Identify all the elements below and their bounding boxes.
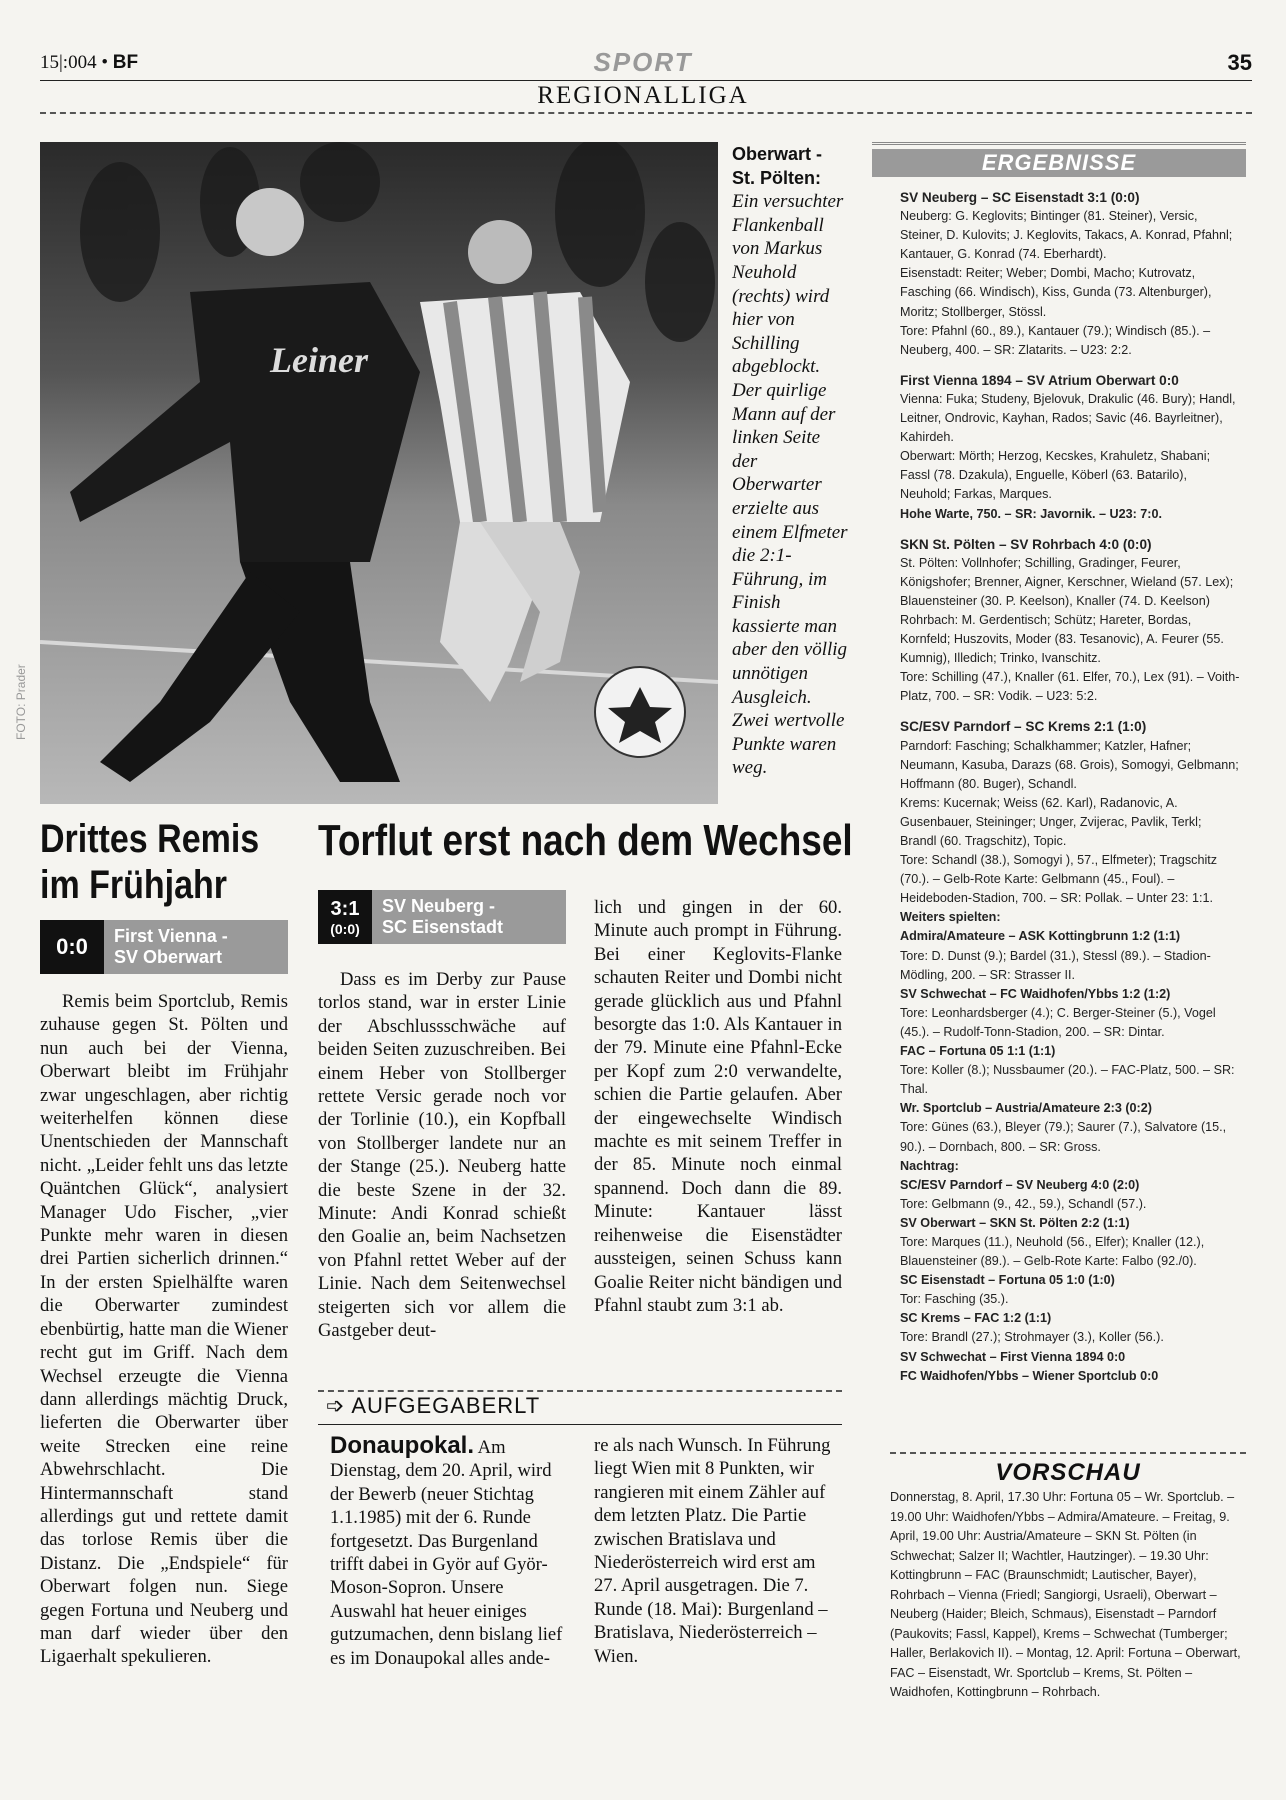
main-score <box>318 890 372 944</box>
caption-heading-line-2: St. Pölten: <box>732 167 821 188</box>
result-heading: SV Neuberg – SC Eisenstadt 3:1 (0:0) <box>900 190 1140 205</box>
left-score-value: 0:0 <box>56 934 88 959</box>
result-line: Eisenstadt: Reiter; Weber; Dombi, Macho; Kutrovatz, Fasching (66. Windisch), Kiss, Gunda (73. Altenburger), Moritz; Stollberger, Stössl. <box>900 266 1212 319</box>
aufgegaberlt-column-2: re als nach Wunsch. In Führung liegt Wien mit 8 Punkten, wir rangieren mit einem Zähler auf dem letzten Platz. Die Partie zwischen Bratislava und Niederösterreich wird erst am 27. April ausgetragen. Die 7. Runde (18. Mai): Burgenland – Bratislava, Niederösterreich – Wien. <box>594 1435 831 1667</box>
aufgegaberlt-dashed-rule <box>318 1390 842 1392</box>
results-list <box>872 188 1246 1386</box>
left-score-teams <box>104 920 228 974</box>
left-headline-line-2: im Frühjahr <box>40 863 228 907</box>
result-line: SV Schwechat – FC Waidhofen/Ybbs 1:2 (1:2) <box>900 986 1171 1001</box>
results-box <box>872 142 1246 1386</box>
issue-number: 15|:004 <box>40 52 97 73</box>
left-score-box <box>40 920 288 974</box>
result-block <box>872 535 1246 707</box>
main-article-column-1: Dass es im Derby zur Pause torlos stand, war in erster Linie der Abschlussschwäche auf beiden Seiten zuzuschreiben. Bei einem Heber von Stollberger rettete Versic gerade noch vor der Torlinie (10.), ein Kopfball von Stollberger landete nur an der Stange (25.). Neuberg hatte die beste Szene in der 32. Minute: Andi Konrad schießt den Goalie an, beim Nachsetzen von Pfahnl rettet Weber auf der Linie. Nach dem Seitenwechsel steigerten sich vor allem die Gastgeber deut- <box>318 969 566 1342</box>
paper-name: BF <box>112 52 139 73</box>
result-line: Tore: Pfahnl (60., 89.), Kantauer (79.); Windisch (85.). – Neuberg, 400. – SR: Zlatarits. – U23: 2:2. <box>900 323 1211 357</box>
results-header-wrap <box>872 142 1246 177</box>
result-line: Tore: Schilling (47.), Knaller (61. Elfer, 70.), Lex (91). – Voith-Platz, 700. – SR: Vodik. – U23: 5:2. <box>900 670 1240 704</box>
aufgegaberlt-column-1 <box>330 1434 564 1670</box>
left-score <box>40 920 104 974</box>
result-heading: First Vienna 1894 – SV Atrium Oberwart 0:0 <box>900 372 1179 388</box>
results-title: ERGEBNISSE <box>872 149 1246 177</box>
result-line: Hohe Warte, 750. – SR: Javornik. – U23: 7:0. <box>900 506 1163 521</box>
result-line: Weiters spielten: <box>900 910 1001 925</box>
result-heading: SKN St. Pölten – SV Rohrbach 4:0 (0:0) <box>900 536 1152 552</box>
result-line: FC Waidhofen/Ybbs – Wiener Sportclub 0:0 <box>900 1368 1159 1383</box>
arrow-right-icon: ➩ <box>326 1393 346 1418</box>
page-number: 35 <box>1227 50 1252 75</box>
subsection-title: REGIONALLIGA <box>537 82 749 109</box>
result-line: Neuberg: G. Keglovits; Bintinger (81. Steiner), Versic, Steiner, D. Kulovits; J. Keglovits, Takacs, A. Konrad, Pfahnl; Kantauer, G. Konrad (74. Eberhardt). <box>900 209 1233 262</box>
result-block <box>872 717 1246 1385</box>
section-title: SPORT <box>593 47 693 77</box>
result-line: Tore: Brandl (27.); Strohmayer (3.), Koller (56.). <box>900 1330 1164 1345</box>
aufgegaberlt-label <box>326 1393 540 1419</box>
match-photo <box>40 142 718 804</box>
result-line: Oberwart: Mörth; Herzog, Kecskes, Krahuletz, Shabani; Fassl (78. Dzakula), Enguelle, Köberl (63. Batarilo), Neuhold; Farkas, Marques. <box>900 449 1211 502</box>
main-score-teams <box>372 890 503 944</box>
main-score-value: 3:1 <box>330 897 360 920</box>
result-line: SC/ESV Parndorf – SV Neuberg 4:0 (2:0) <box>900 1177 1140 1192</box>
aufgegaberlt-rule <box>318 1424 842 1425</box>
result-line: Krems: Kucernak; Weiss (62. Karl), Radanovic, A. Gusenbauer, Steininger; Unger, Zvijerac, Pavlik, Terkl; Brandl (60. Tragschitz), Topic. <box>900 795 1202 848</box>
result-line: Tore: Leonhardsberger (4.); C. Berger-Steiner (5.), Vogel (45.). – Rudolf-Tonn-Stadion, 200. – SR: Dintar. <box>900 1005 1216 1039</box>
result-block <box>872 188 1246 360</box>
result-line: FAC – Fortuna 05 1:1 (1:1) <box>900 1044 1056 1059</box>
result-line: SV Schwechat – First Vienna 1894 0:0 <box>900 1349 1126 1364</box>
result-block <box>872 371 1246 524</box>
result-line: Parndorf: Fasching; Schalkhammer; Katzler, Hafner; Neumann, Kasuba, Darazs (68. Grois), Somogyi, Gelbmann; Hoffmann (80. Buger), Schandl. <box>900 738 1239 791</box>
aufgegaberlt-text-1: Am Dienstag, dem 20. April, wird der Bewerb (neuer Stichtag 1.1.1985) mit der 6. Runde fortgesetzt. Das Burgenland trifft dabei in Györ auf Györ-Moson-Sopron. Unsere Auswahl hat heuer einiges gutzumachen, denn bislang lief es im Donaupokal alles ande- <box>330 1437 563 1669</box>
main-article-headline: Torflut erst nach dem Wechsel <box>318 816 853 865</box>
result-line: St. Pölten: Vollnhofer; Schilling, Gradinger, Feurer, Königshofer; Brenner, Aigner, Kerschner, Wieland (57. Lex); Blauensteiner (30. P. Keelson), Knaller (74. D. Keelson) <box>900 555 1234 608</box>
main-team-2: SC Eisenstadt <box>382 917 504 937</box>
result-line: Admira/Amateure – ASK Kottingbrunn 1:2 (1:1) <box>900 929 1181 944</box>
result-line: SV Oberwart – SKN St. Pölten 2:2 (1:1) <box>900 1215 1130 1230</box>
left-team-2: SV Oberwart <box>114 947 223 967</box>
result-line: Tor: Fasching (35.). <box>900 1292 1009 1307</box>
aufgegaberlt-kicker: Donaupokal. <box>330 1432 475 1459</box>
caption-heading-line-1: Oberwart - <box>732 144 823 164</box>
result-line: Tore: D. Dunst (9.); Bardel (31.), Stessl (89.). – Stadion-Mödling, 200. – SR: Strasser II. <box>900 948 1211 982</box>
result-line: Tore: Schandl (38.), Somogyi ), 57., Elfmeter); Tragschitz (70.). – Gelb-Rote Karte: Gelbmann (45., Foul). – Heideboden-Stadion, 700. – SR: Pollak. – Unter 23: 1:1. <box>900 853 1218 906</box>
result-line: Nachtrag: <box>900 1158 959 1173</box>
result-heading: SC/ESV Parndorf – SC Krems 2:1 (1:0) <box>900 719 1147 735</box>
left-article-headline <box>40 816 260 908</box>
main-article-column-2: lich und gingen in der 60. Minute auch prompt in Führung. Bei einer Keglovits-Flanke schauten Reiter und Dombi nicht gerade glücklich aus und Pfahnl besorgte das 1:0. Als Kantauer in der 79. Minute eine Pfahnl-Ecke per Kopf zum 2:0 verwandelte, schien die Partie gelaufen. Aber der eingewechselte Windisch machte es mit seinem Treffer in der 85. Minute noch einmal spannend. Doch dann die 89. Minute: Kantauer lässt reihenweise die Eisenstädter aussteigen, seinen Schuss kann Goalie Reiter nicht bändigen und Pfahnl staubt zum 3:1 ab. <box>594 897 842 1316</box>
main-team-1: SV Neuberg - <box>382 896 496 916</box>
preview-box <box>890 1452 1246 1703</box>
preview-text: Donnerstag, 8. April, 17.30 Uhr: Fortuna 05 – Wr. Sportclub. – 19.00 Uhr: Waidhofen/Ybbs – Admira/Amateure. – Freitag, 9. April, 19.00 Uhr: Austria/Amateure – SKN St. Pölten (in Schwechat; Salzer II; Wachtler, Hautzinger). – 19.30 Uhr: Kottingbrunn – FAC (Braunschmidt; Lautischer, Bayer), Rohrbach – Vienna (Friedl; Sangiorgi, Usraeli), Oberwart – Neuberg (Haider; Bleich, Schmaus), Eisenstadt – Parndorf (Paukovits; Fassl, Kappel), Krems – Schwechat (Tumberger; Haller, Berlakovich II). – Montag, 12. April: Fortuna – Oberwart, FAC – Eisenstadt, Wr. Sportclub – Krems, St. Pölten – Waidhofen, Kottingbrunn – Rohrbach. <box>890 1490 1241 1699</box>
main-score-box <box>318 890 566 944</box>
result-line: Tore: Günes (63.), Bleyer (79.); Saurer (7.), Salvatore (15., 90.). – Dornbach, 800. – SR: Gross. <box>900 1120 1227 1154</box>
preview-title: VORSCHAU <box>995 1459 1141 1486</box>
result-line: Tore: Marques (11.), Neuhold (56., Elfer); Knaller (12.), Blauensteiner (89.). – Gelb-Rote Karte: Falbo (92./0). <box>900 1234 1205 1269</box>
photo-credit: FOTO: Prader <box>14 664 28 740</box>
result-line: Vienna: Fuka; Studeny, Bjelovuk, Drakulic (46. Bury); Handl, Leitner, Ondrovic, Kayhan, Rados; Savic (46. Bayrleitner), Kahirdeh. <box>900 391 1236 445</box>
result-line: SC Eisenstadt – Fortuna 05 1:0 (1:0) <box>900 1273 1115 1288</box>
left-team-1: First Vienna - <box>114 926 228 946</box>
header-rule <box>40 80 1252 81</box>
football-illustration <box>595 667 685 757</box>
result-line: Tore: Gelbmann (9., 42., 59.), Schandl (57.). <box>900 1196 1147 1211</box>
photo-caption <box>732 143 850 780</box>
header-dashed-rule <box>40 112 1252 114</box>
svg-text:Leiner: Leiner <box>270 340 368 380</box>
result-line: Tore: Koller (8.); Nussbaumer (20.). – FAC-Platz, 500. – SR: Thal. <box>900 1063 1235 1097</box>
header-bullet: • <box>101 52 108 73</box>
left-headline-line-1: Drittes Remis <box>40 817 260 861</box>
left-article-body: Remis beim Sportclub, Remis zuhause gegen St. Pölten und nun auch bei der Vienna, Oberwart bleibt im Frühjahr zwar ungeschlagen, aber richtig weiterhelfen können diese Unentschieden der Mannschaft nicht. „Leider fehlt uns das letzte Quäntchen Glück“, analysiert Manager Udo Fischer, „vier Punkte mehr waren in diesen drei Partien sicherlich drinnen.“ In der ersten Spielhälfte waren die Oberwarter zumindest ebenbürtig, hatte man die Wiener recht gut im Griff. Nach dem Wechsel erzeugte die Vienna dann allerdings mächtig Druck, lieferten die Oberwarter über weite Strecken eine reine Abwehrschlacht. Die Hintermannschaft stand allerdings gut und rettete damit das torlose Remis über die Distanz. Die „Endspiele“ für Oberwart folgen nun. Siege gegen Fortuna und Neuberg und man darf wieder über den Ligaerhalt spekulieren. <box>40 991 288 1668</box>
result-line: Rohrbach: M. Gerdentisch; Schütz; Hareter, Bordas, Kornfeld; Huszovits, Moder (83. Tesanovic), A. Feurer (55. Kumnig), Illedich; Trinko, Ivanschitz. <box>900 612 1224 666</box>
result-line: Wr. Sportclub – Austria/Amateure 2:3 (0:2) <box>900 1101 1152 1116</box>
caption-text: Ein versuchter Flankenball von Markus Neuhold (rechts) wird hier von Schilling abgeblockt. Der quirlige Mann auf der linken Seite der Oberwarter erzielte aus einem Elfmeter die 2:1-Führung, im Finish kassierte man aber den völlig unnötigen Ausgleich. Zwei wertvolle Punkte waren weg. <box>732 191 848 779</box>
result-line: SC Krems – FAC 1:2 (1:1) <box>900 1311 1052 1326</box>
main-halftime-score: (0:0) <box>330 920 360 937</box>
aufgegaberlt-title: AUFGEGABERLT <box>351 1393 541 1418</box>
